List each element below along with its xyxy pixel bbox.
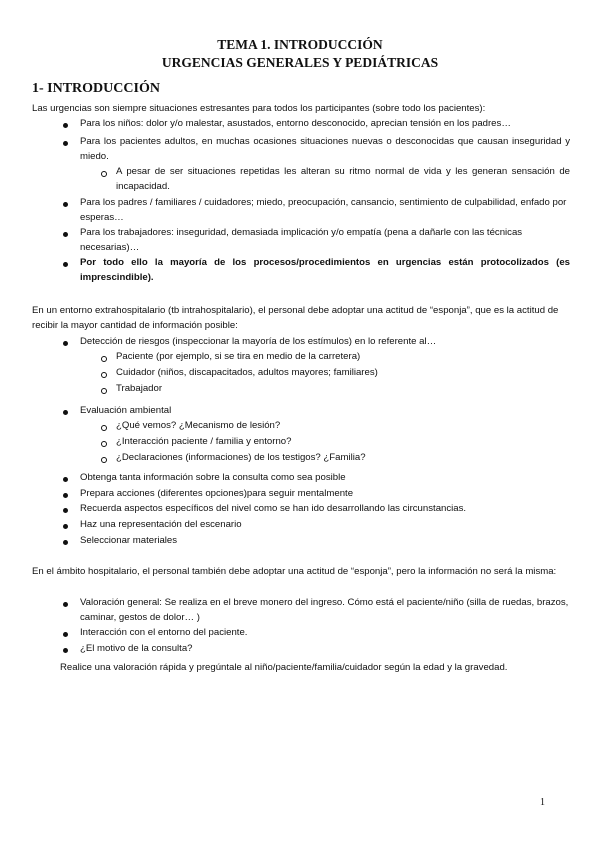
bullet-icon: [63, 202, 68, 207]
list-item: Para los trabajadores: inseguridad, demasiada implicación y/o empatía (pena a dañarle con las técnicas necesarias)…: [80, 227, 523, 253]
list-item: Haz una representación del escenario: [80, 519, 242, 530]
list-item: Valoración general: Se realiza en el breve monero del ingreso. Cómo está el paciente/niño (silla de ruedas, brazos, caminar, gestos de dolor… ): [80, 597, 569, 623]
list-item: Para los pacientes adultos, en muchas ocasiones situaciones nuevas o desconocidas que causan inseguridad y miedo.: [80, 136, 570, 162]
sub-bullet-icon: [101, 425, 107, 431]
sub-bullet-icon: [101, 388, 107, 394]
sub-bullet-icon: [101, 171, 107, 177]
list-item: Evaluación ambiental: [80, 405, 172, 416]
bullet-icon: [63, 632, 68, 637]
bullet-icon: [63, 493, 68, 498]
sub-list-item: Trabajador: [116, 383, 163, 394]
title-line-1: TEMA 1. INTRODUCCIÓN: [217, 37, 383, 52]
list-item: Detección de riesgos (inspeccionar la mayoría de los estímulos) en lo referente al…: [80, 336, 437, 347]
list-item: Recuerda aspectos específicos del nivel como se han ido desarrollando las circunstancias.: [80, 503, 467, 514]
section1-intro: Las urgencias son siempre situaciones estresantes para todos los participantes (sobre todo los pacientes):: [32, 103, 486, 114]
sub-list-item: ¿Declaraciones (informaciones) de los testigos? ¿Familia?: [116, 452, 366, 463]
sub-list-item: ¿Interacción paciente / familia y entorno?: [116, 436, 292, 447]
sub-list-item: ¿Qué vemos? ¿Mecanismo de lesión?: [116, 420, 281, 431]
bullet-icon: [63, 508, 68, 513]
sub-list-item: A pesar de ser situaciones repetidas les alteran su ritmo normal de vida y les generan sensación de incapacidad.: [116, 166, 570, 192]
title-line-2: URGENCIAS GENERALES Y PEDIÁTRICAS: [161, 55, 439, 70]
list-item: Interacción con el entorno del paciente.: [80, 627, 248, 638]
section-heading: 1- INTRODUCCIÓN: [32, 81, 160, 96]
bullet-icon: [63, 123, 68, 128]
section3-intro: En el ámbito hospitalario, el personal también debe adoptar una actitud de “esponja”, pero la información no será la misma:: [32, 566, 557, 577]
list-item-bold: Por todo ello la mayoría de los procesos/procedimientos en urgencias están protocolizados (es imprescindible).: [80, 257, 570, 283]
bullet-icon: [63, 602, 68, 607]
bullet-icon: [63, 232, 68, 237]
sub-list-item: Paciente (por ejemplo, si se tira en medio de la carretera): [116, 351, 361, 362]
list-item: ¿El motivo de la consulta?: [80, 643, 193, 654]
bullet-icon: [63, 141, 68, 146]
list-item: Obtenga tanta información sobre la consulta como sea posible: [80, 472, 346, 483]
page-number: 1: [540, 797, 545, 808]
sub-bullet-icon: [101, 457, 107, 463]
bullet-icon: [63, 262, 68, 267]
closing-paragraph: Realice una valoración rápida y pregúntale al niño/paciente/familia/cuidador según la edad y la gravedad.: [60, 662, 508, 673]
list-item: Para los niños: dolor y/o malestar, asustados, entorno desconocido, aprecian tensión en los padres…: [80, 118, 511, 129]
sub-bullet-icon: [101, 356, 107, 362]
sub-bullet-icon: [101, 441, 107, 447]
sub-bullet-icon: [101, 372, 107, 378]
list-item: Seleccionar materiales: [80, 535, 178, 546]
sub-list-item: Cuidador (niños, discapacitados, adultos mayores; familiares): [116, 367, 378, 378]
bullet-icon: [63, 477, 68, 482]
bullet-icon: [63, 341, 68, 346]
section2-intro: En un entorno extrahospitalario (tb intrahospitalario), el personal debe adoptar una actitud de “esponja”, que es la actitud de recibir la mayor cantidad de información posible:: [32, 305, 559, 331]
list-item: Prepara acciones (diferentes opciones)para seguir mentalmente: [80, 488, 354, 499]
bullet-icon: [63, 410, 68, 415]
bullet-icon: [63, 540, 68, 545]
bullet-icon: [63, 648, 68, 653]
list-item: Para los padres / familiares / cuidadores; miedo, preocupación, cansancio, sentimiento de culpabilidad, enfado por esperas…: [80, 197, 567, 223]
bullet-icon: [63, 524, 68, 529]
